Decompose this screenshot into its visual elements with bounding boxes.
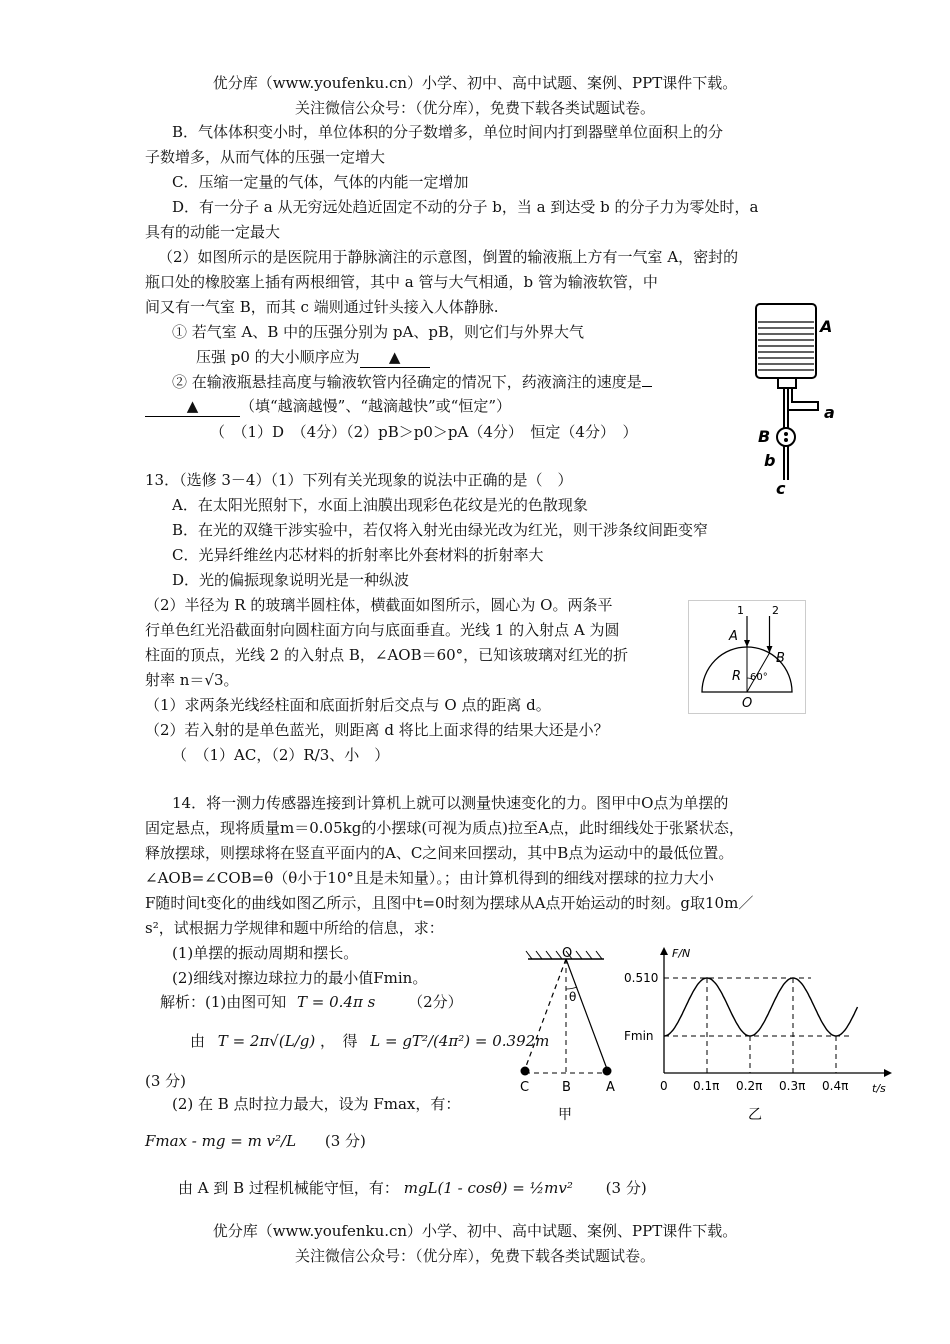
solution-1-text: 解析：(1)由图可知 xyxy=(160,993,287,1011)
q12-option-d-line1: D．有一分子 a 从无穷远处趋近固定不动的分子 b，当 a 到达受 b 的分子力为零处时，a xyxy=(172,198,759,216)
q13-part2-line2: 行单色红光沿截面射向圆柱面方向与底面垂直。光线 1 的入射点 A 为圆 xyxy=(145,621,620,639)
header-line-2: 关注微信公众号：（优分库），免费下载各类试题试卷。 xyxy=(294,99,655,117)
y-tick-label: 0.510 xyxy=(624,971,659,985)
q14-solution-3-eq xyxy=(145,1131,366,1151)
x-tick-label: 0 xyxy=(660,1079,668,1093)
answer-blank: ▲ xyxy=(145,396,240,417)
radius-label: R xyxy=(732,669,742,684)
force-time-chart xyxy=(622,945,892,1125)
x-tick-label: 0.1π xyxy=(693,1079,720,1093)
points-4: (3 分) xyxy=(605,1179,647,1197)
formula-tension: Fmax - mg = m v²/L xyxy=(145,1132,297,1150)
x-axis-label: t/s xyxy=(872,1082,886,1095)
figure-caption-jia: 甲 xyxy=(558,1107,572,1123)
q14-solution-1 xyxy=(160,992,463,1012)
point-a-label: A xyxy=(729,629,738,644)
rubber-stopper xyxy=(778,378,796,388)
angle-label: 60° xyxy=(750,672,768,683)
formula-pendulum-period: T = 2π√(L/g) xyxy=(217,1032,316,1050)
q14-line2: 固定悬点，现将质量m＝0.05kg的小摆球(可视为质点)拉至A点，此时细线处于张紧状态， xyxy=(145,819,744,837)
q13-question-2: （2）若入射的是单色蓝光，则距离 d 将比上面求得的结果大还是小？ xyxy=(145,721,609,739)
footer-line-2: 关注微信公众号：（优分库），免费下载各类试题试卷。 xyxy=(294,1247,655,1265)
q13-answer: （ （1）AC，（2）R/3、小 ） xyxy=(172,746,390,764)
point-b-label: B xyxy=(562,1080,571,1095)
answer-blank: ▲ xyxy=(360,347,430,368)
points-3: (3 分) xyxy=(324,1132,366,1150)
q12-part2-line2: 瓶口处的橡胶塞上插有两根细管，其中 a 管与大气相通，b 管为输液软管，中 xyxy=(145,273,658,291)
q12-part2-line1: （2）如图所示的是医院用于静脉滴注的示意图，倒置的输液瓶上方有一气室 A，密封的 xyxy=(158,248,739,266)
q13-question-1: （1）求两条光线经柱面和底面折射后交点与 O 点的距离 d。 xyxy=(145,696,551,714)
q14-points-2: (3 分) xyxy=(145,1072,187,1090)
point-a-label: A xyxy=(606,1080,615,1095)
formula-period: T = 0.4π s xyxy=(297,993,376,1011)
q12-option-d-line2: 具有的动能一定最大 xyxy=(145,223,281,241)
q12-sub1-line2 xyxy=(196,347,430,368)
q13-part2-line3: 柱面的顶点，光线 2 的入射点 B，∠AOB＝60°，已知该玻璃对红光的折 xyxy=(145,646,629,664)
q13-part2-line4: 射率 n＝√3。 xyxy=(145,671,239,689)
q14-solution-2 xyxy=(190,1031,549,1051)
center-o-label: O xyxy=(742,696,753,711)
q13-option-c: C．光异纤维丝内芯材料的折射率比外套材料的折射率大 xyxy=(172,546,544,564)
y-axis-label: F/N xyxy=(672,947,691,960)
point-c-label: C xyxy=(520,1080,530,1095)
theta-label: θ xyxy=(569,990,577,1004)
points-1: （2分） xyxy=(408,993,463,1011)
label-b-tube: b xyxy=(764,451,776,470)
header-line-1: 优分库（www.youfenku.cn）小学、初中、高中试题、案例、PPT课件下载。 xyxy=(212,74,738,92)
q13-option-b: B．在光的双缝干涉实验中，若仅将入射光由绿光改为红光，则干涉条纹间距变窄 xyxy=(172,521,709,539)
q12-sub2-text: ② 在输液瓶悬挂高度与输液软管内径确定的情况下，药液滴注的速度是 xyxy=(172,373,642,391)
solution-2-text-b: ， 得 xyxy=(319,1032,358,1050)
air-chamber-b xyxy=(777,428,795,446)
ball-c xyxy=(521,1067,530,1076)
solution-2-text-a: 由 xyxy=(190,1032,206,1050)
semicircle-figure xyxy=(688,600,806,714)
force-curve xyxy=(664,978,858,1036)
q12-sub2-text2: （填“越滴越慢”、“越滴越快”或“恒定”） xyxy=(240,397,512,415)
q14-solution-3: (2) 在 B 点时拉力最大，设为 Fmax，有： xyxy=(172,1095,461,1113)
pendulum-figure xyxy=(508,945,628,1125)
ray-2-label: 2 xyxy=(772,604,779,617)
q14-question-1: (1)单摆的振动周期和摆长。 xyxy=(172,944,359,962)
footer-line-1: 优分库（www.youfenku.cn）小学、初中、高中试题、案例、PPT课件下载。 xyxy=(212,1222,738,1240)
x-tick-label: 0.3π xyxy=(779,1079,806,1093)
tube-a xyxy=(788,388,818,410)
q13-option-a: A．在太阳光照射下，水面上油膜出现彩色花纹是光的色散现象 xyxy=(172,496,588,514)
q12-sub1-line1: ① 若气室 A、B 中的压强分别为 pA、pB，则它们与外界大气 xyxy=(172,323,584,341)
q13-title: 13．（选修 3－4）（1）下列有关光现象的说法中正确的是（ ） xyxy=(145,471,573,489)
q13-option-d: D．光的偏振现象说明光是一种纵波 xyxy=(172,571,410,589)
q12-option-b-line1: B．气体体积变小时，单位体积的分子数增多，单位时间内打到器壁单位面积上的分 xyxy=(172,123,724,141)
label-a-tube: a xyxy=(824,403,835,422)
q12-part2-line3: 间又有一气室 B，而其 c 端则通过针头接入人体静脉. xyxy=(145,298,499,316)
iv-drip-figure xyxy=(748,300,848,496)
answer-blank-start xyxy=(642,386,652,387)
point-b-label: B xyxy=(776,651,785,666)
q14-line5: F随时间t变化的曲线如图乙所示，且图中t=0时刻为摆球从A点开始运动的时刻。g取10m／ xyxy=(145,894,754,912)
q12-sub1-text: 压强 p0 的大小顺序应为 xyxy=(196,348,360,366)
x-tick-label: 0.2π xyxy=(736,1079,763,1093)
formula-energy: mgL(1 - cosθ) = ½mv² xyxy=(403,1179,573,1197)
q14-line3: 释放摆球，则摆球将在竖直平面内的A、C之间来回摆动，其中B点为运动中的最低位置。 xyxy=(145,844,734,862)
label-a-chamber: A xyxy=(820,317,833,336)
q14-line6: s²，试根据力学规律和题中所给的信息，求： xyxy=(145,919,444,937)
q14-line4: ∠AOB=∠COB=θ（θ小于10°且是未知量）。；由计算机得到的细线对摆球的拉力大小 xyxy=(145,869,714,887)
q12-answer: （ （1）D （4分）（2）pB＞p0＞pA（4分） 恒定（4分） ） xyxy=(210,423,638,441)
string-oa xyxy=(566,959,607,1069)
formula-length: L = gT²/(4π²) = 0.392m xyxy=(370,1032,550,1050)
solution-4-text: 由 A 到 B 过程机械能守恒，有： xyxy=(178,1179,399,1197)
q12-sub2-line1 xyxy=(172,372,652,392)
label-c: c xyxy=(776,479,786,496)
q14-question-2: (2)细线对擦边球拉力的最小值Fmin。 xyxy=(172,969,428,987)
point-o-label: O xyxy=(562,946,573,961)
q13-part2-line1: （2）半径为 R 的玻璃半圆柱体，横截面如图所示，圆心为 O。两条平 xyxy=(145,596,613,614)
infusion-bottle xyxy=(756,304,816,378)
string-oc xyxy=(525,959,566,1069)
q12-option-c: C．压缩一定量的气体，气体的内能一定增加 xyxy=(172,173,469,191)
q14-solution-4 xyxy=(178,1178,647,1198)
ball-a xyxy=(603,1067,612,1076)
q14-line1: 14．将一测力传感器连接到计算机上就可以测量快速变化的力。图甲中O点为单摆的 xyxy=(172,794,729,812)
y-tick-label: Fmin xyxy=(624,1029,654,1043)
x-tick-label: 0.4π xyxy=(822,1079,849,1093)
q12-sub2-line2 xyxy=(145,396,511,417)
label-b-chamber: B xyxy=(758,427,771,446)
figure-caption-yi: 乙 xyxy=(748,1107,762,1123)
ray-1-label: 1 xyxy=(737,604,744,617)
q12-option-b-line2: 子数增多，从而气体的压强一定增大 xyxy=(145,148,386,166)
